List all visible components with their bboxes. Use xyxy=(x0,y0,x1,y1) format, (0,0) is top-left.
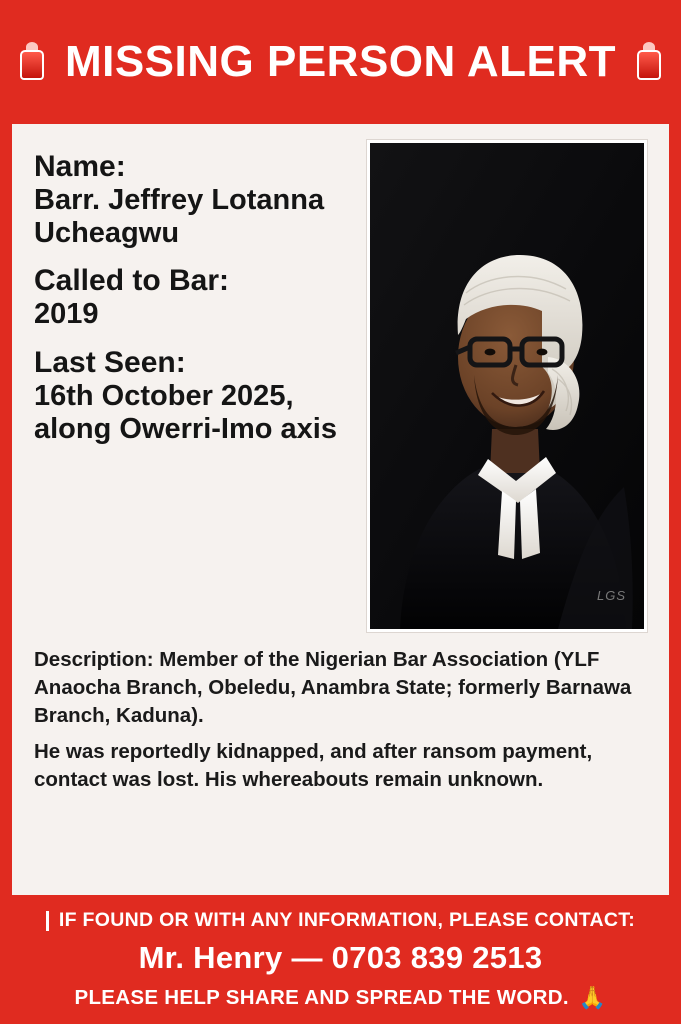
photo-watermark: LGS xyxy=(596,588,626,603)
description-label: Description: xyxy=(34,648,154,671)
details-column xyxy=(34,140,351,460)
portrait-illustration xyxy=(370,143,644,629)
description-block xyxy=(34,646,647,801)
name-field xyxy=(34,150,351,250)
page-title: MISSING PERSON ALERT xyxy=(64,37,617,86)
contact-person[interactable]: Mr. Henry — 0703 839 2513 xyxy=(138,940,543,975)
called-to-bar-value: 2019 xyxy=(34,298,99,331)
missing-person-photo xyxy=(367,140,647,632)
contact-prompt: IF FOUND OR WITH ANY INFORMATION, PLEASE CONTACT: xyxy=(58,909,636,931)
name-label: Name: xyxy=(34,150,126,183)
last-seen-label: Last Seen: xyxy=(34,345,186,379)
share-message-row xyxy=(10,986,671,1010)
description-paragraph-2: He was reportedly kidnapped, and after ransom payment, contact was lost. His whereabouts remain unknown. xyxy=(34,739,593,791)
called-to-bar-field xyxy=(34,264,351,331)
contact-prompt-row xyxy=(10,909,671,932)
vertical-bar-icon xyxy=(46,911,49,931)
description-paragraph-1 xyxy=(34,646,647,730)
siren-light-icon xyxy=(17,42,47,82)
folded-hands-icon: 🙏 xyxy=(578,985,607,1010)
description-text-1: Member of the Nigerian Bar Association (YLF Anaocha Branch, Obeledu, Anambra State; formerly Barnawa Branch, Kaduna). xyxy=(34,648,632,727)
poster-body xyxy=(12,124,669,895)
poster-footer xyxy=(0,895,681,1024)
name-value: Barr. Jeffrey Lotanna Ucheagwu xyxy=(34,184,325,250)
called-to-bar-label: Called to Bar: xyxy=(34,264,230,298)
details-and-photo-row xyxy=(34,140,647,632)
poster-header xyxy=(0,0,681,124)
siren-light-icon xyxy=(634,42,664,82)
last-seen-value: 16th October 2025, along Owerri-Imo axis xyxy=(34,379,337,445)
last-seen-field xyxy=(34,346,351,446)
share-message: PLEASE HELP SHARE AND SPREAD THE WORD. xyxy=(74,986,569,1009)
